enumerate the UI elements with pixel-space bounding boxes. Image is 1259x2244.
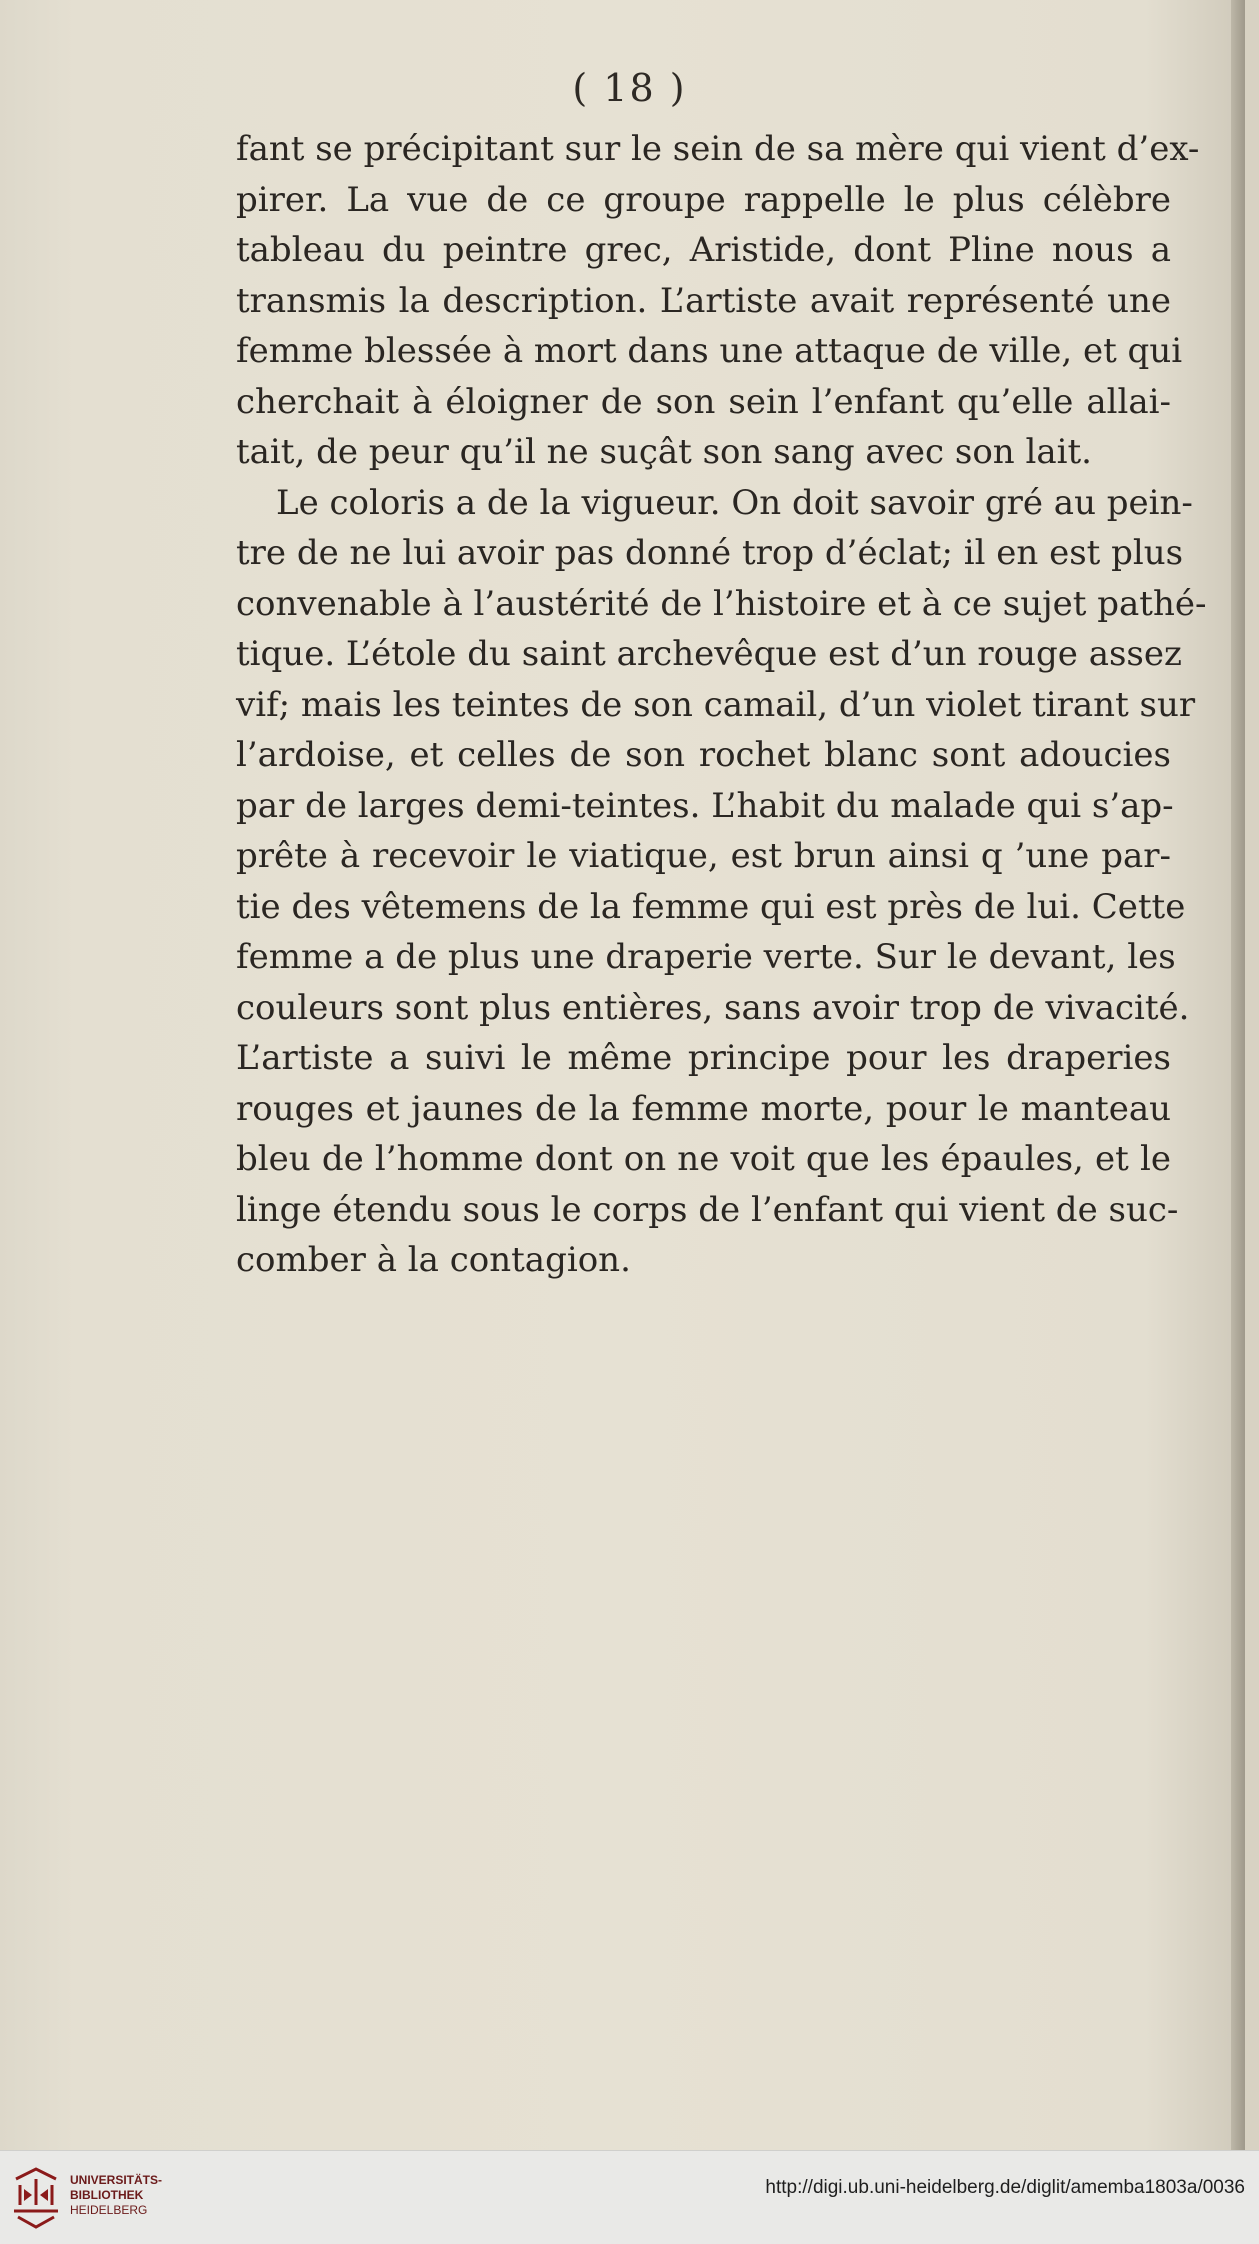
text-line: fant se précipitant sur le sein de sa mère qui vient d’ex- [236,129,1200,169]
library-name-line: BIBLIOTHEK [70,2188,144,2202]
text-line: Le coloris a de la vigueur. On doit savoir gré au pein- [276,482,1193,523]
text-line: tableau du peintre grec, Aristide, dont Pline nous a [236,230,1171,270]
text-line: vif; mais les teintes de son camail, d’un violet tirant sur [236,684,1196,725]
library-name-line: HEIDELBERG [70,2203,148,2217]
text-line: transmis la description. L’artiste avait représenté une [236,280,1171,321]
text-line: pirer. La vue de ce groupe rappelle le plus célèbre [236,179,1171,220]
text-line: bleu de l’homme dont on ne voit que les épaules, et le [236,1139,1171,1179]
text-line: convenable à l’austérité de l’histoire et à ce sujet pathé- [236,583,1207,624]
library-name [70,2173,162,2218]
library-name-line: UNIVERSITÄTS- [70,2173,163,2187]
page-number: ( 18 ) [572,66,687,110]
digitization-footer [0,2150,1259,2244]
text-line: femme a de plus une draperie verte. Sur le devant, les [236,937,1176,977]
text-line: couleurs sont plus entières, sans avoir trop de vivacité. [236,987,1190,1028]
text-line: tie des vêtemens de la femme qui est près de lui. Cette [236,886,1186,927]
text-line: par de larges demi-teintes. L’habit du malade qui s’ap- [236,785,1174,826]
text-line: L’artiste a suivi le même principe pour les draperies [236,1038,1171,1078]
text-line: prête à recevoir le viatique, est brun ainsi q ’une par- [236,836,1171,876]
body-text [236,124,1207,1286]
text-line: tique. L’étole du saint archevêque est d’un rouge assez [236,634,1182,674]
text-line: femme blessée à mort dans une attaque de ville, et qui [236,331,1183,371]
text-line: rouges et jaunes de la femme morte, pour le manteau [236,1088,1171,1129]
text-line: tait, de peur qu’il ne suçât son sang avec son lait. [236,432,1092,472]
text-line: linge étendu sous le corps de l’enfant qui vient de suc- [236,1189,1179,1230]
text-line: cherchait à éloigner de son sein l’enfant qu’elle allai- [236,381,1171,422]
text-line: comber à la contagion. [236,1240,631,1280]
text-line: tre de ne lui avoir pas donné trop d’éclat; il en est plus [236,533,1184,573]
page-edge [1231,0,1245,2150]
source-url-link[interactable]: http://digi.ub.uni-heidelberg.de/diglit/amemba1803a/0036 [765,2177,1245,2198]
university-library-logo-icon [10,2165,62,2231]
text-line: l’ardoise, et celles de son rochet blanc sont adoucies [236,735,1171,775]
